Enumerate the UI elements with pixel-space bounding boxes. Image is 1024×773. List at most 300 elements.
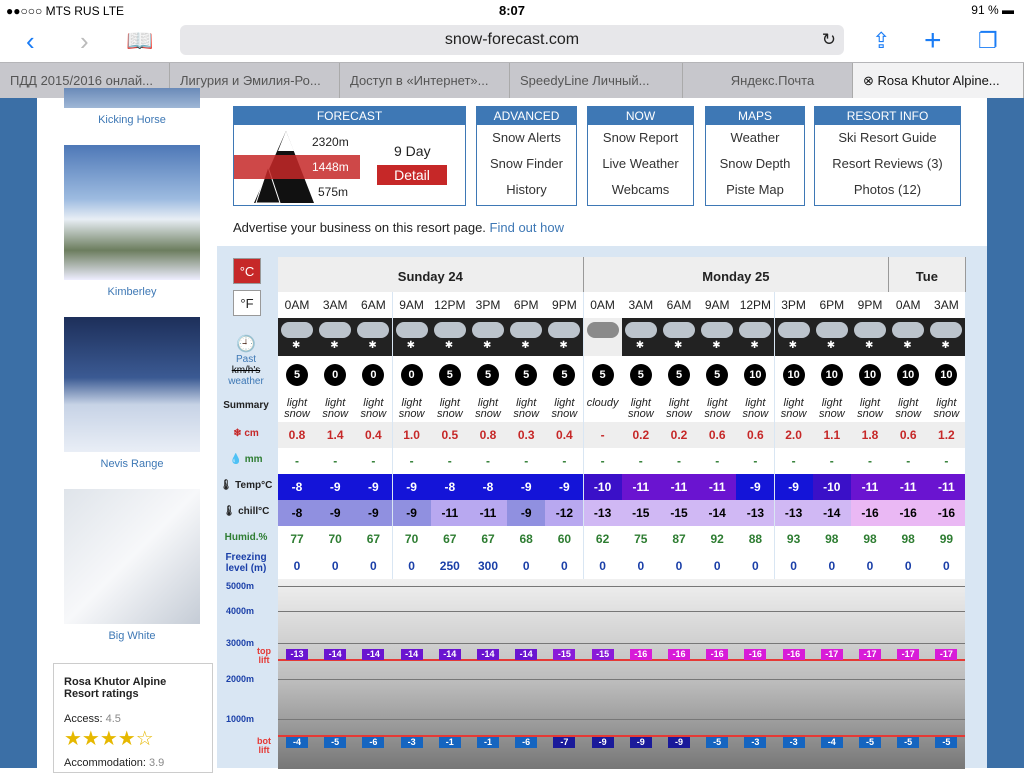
rain-cell: - xyxy=(431,448,469,474)
temp-cell: -11 xyxy=(698,474,736,500)
bottom-lift-temp: -5 xyxy=(324,737,346,748)
summary-cell: light snow xyxy=(698,394,736,422)
menu-forecast-title: FORECAST xyxy=(234,107,465,125)
wind-cell xyxy=(622,356,660,394)
freezing-cell: 0 xyxy=(927,552,965,580)
star-rating: ★★★★☆ xyxy=(64,728,154,750)
clock-icon: 🕘 xyxy=(236,336,256,353)
humidity-cell: 70 xyxy=(316,526,354,552)
browser-toolbar xyxy=(0,22,1024,62)
time-header: 9AM xyxy=(393,292,431,318)
resort-name[interactable]: Big White xyxy=(108,630,156,642)
freezing-cell: 0 xyxy=(736,552,774,580)
elev-top[interactable]: 2320m xyxy=(312,135,349,149)
snowflake-icon: ✱ xyxy=(750,340,759,351)
wind-direction-icon: 5 xyxy=(515,364,537,386)
wind-cell xyxy=(507,356,545,394)
freezing-cell: 0 xyxy=(660,552,698,580)
chill-cell: -12 xyxy=(545,500,583,526)
access-value: 4.5 xyxy=(105,713,121,725)
temp-cell: -9 xyxy=(736,474,774,500)
weather-icon xyxy=(927,318,965,356)
time-header: 12PM xyxy=(736,292,774,318)
mountain-chart xyxy=(226,579,965,769)
weather-icon xyxy=(584,318,622,356)
snow-cloud-icon xyxy=(396,322,428,338)
snow-finder-link[interactable]: Snow Finder xyxy=(490,156,563,171)
temp-cell: -10 xyxy=(584,474,622,500)
menu-title: MAPS xyxy=(706,107,804,125)
snow-cloud-icon xyxy=(319,322,351,338)
resort-thumb[interactable] xyxy=(64,88,200,126)
altitude-label: 1000m xyxy=(226,714,255,724)
top-lift-temp: -14 xyxy=(439,649,461,660)
rain-cell: - xyxy=(775,448,813,474)
summary-cell: cloudy xyxy=(584,394,622,422)
weather-icon xyxy=(813,318,851,356)
chill-cell: -9 xyxy=(507,500,545,526)
time-header: 0AM xyxy=(889,292,927,318)
wind-cell xyxy=(927,356,965,394)
snow-cell: 0.6 xyxy=(889,422,927,448)
weather-icon xyxy=(775,318,813,356)
snow-cloud-icon xyxy=(854,322,886,338)
wind-direction-icon: 5 xyxy=(477,364,499,386)
browser-tab-active[interactable]: ⊗ Rosa Khutor Alpine... xyxy=(853,63,1024,98)
weather-icon xyxy=(354,318,392,356)
bottom-lift-temp: -5 xyxy=(897,737,919,748)
time-header: 3PM xyxy=(775,292,813,318)
top-lift-label: top lift xyxy=(257,646,271,665)
summary-cell: light snow xyxy=(813,394,851,422)
chill-cell: -15 xyxy=(622,500,660,526)
resort-thumb[interactable] xyxy=(64,317,200,470)
snowflake-icon: ✱ xyxy=(521,340,530,351)
time-header: 3AM xyxy=(316,292,354,318)
snow-cell: 1.2 xyxy=(927,422,965,448)
snow-report-link[interactable]: Snow Report xyxy=(602,130,679,145)
humidity-cell: 68 xyxy=(507,526,545,552)
freezing-cell: 0 xyxy=(851,552,889,580)
close-tab-icon[interactable]: ⊗ xyxy=(863,73,878,88)
humidity-cell: 88 xyxy=(736,526,774,552)
day-header: Sunday 24 xyxy=(278,257,584,292)
temp-cell: -11 xyxy=(660,474,698,500)
summary-cell: light snow xyxy=(889,394,927,422)
snowflake-icon: ✱ xyxy=(788,340,797,351)
resort-name[interactable]: Kicking Horse xyxy=(98,114,166,126)
weather-icon xyxy=(507,318,545,356)
rain-cell: - xyxy=(545,448,583,474)
top-lift-temp: -15 xyxy=(553,649,575,660)
browser-tab[interactable]: Доступ в «Интернет»... xyxy=(340,63,510,98)
wind-cell xyxy=(545,356,583,394)
rain-cell: - xyxy=(316,448,354,474)
wind-direction-icon: 10 xyxy=(859,364,881,386)
webcams-link[interactable]: Webcams xyxy=(611,182,670,197)
menu-maps xyxy=(705,106,805,206)
day-header: Tue xyxy=(889,257,965,292)
time-header: 12PM xyxy=(431,292,469,318)
bottom-lift-temp: -5 xyxy=(706,737,728,748)
snowflake-icon: ✱ xyxy=(444,340,454,351)
snow-depth-link[interactable]: Snow Depth xyxy=(719,156,791,171)
time-header: 3PM xyxy=(469,292,507,318)
snow-cell: 0.2 xyxy=(660,422,698,448)
snow-cell: 0.6 xyxy=(698,422,736,448)
chill-cell: -16 xyxy=(851,500,889,526)
bottom-lift-temp: -1 xyxy=(439,737,461,748)
bottom-lift-temp: -6 xyxy=(515,737,537,748)
weather-icon xyxy=(851,318,889,356)
wind-direction-icon: 5 xyxy=(592,364,614,386)
temp-cell: -8 xyxy=(431,474,469,500)
chill-cell: -16 xyxy=(927,500,965,526)
bottom-lift-temp: -4 xyxy=(821,737,843,748)
wind-direction-icon: 10 xyxy=(897,364,919,386)
resort-thumb[interactable] xyxy=(64,145,200,298)
summary-cell: light snow xyxy=(507,394,545,422)
menu-title: ADVANCED xyxy=(477,107,576,125)
rain-cell: - xyxy=(698,448,736,474)
rain-cell: - xyxy=(927,448,965,474)
humidity-label: Humid.% xyxy=(224,532,268,543)
bottom-lift-temp: -3 xyxy=(401,737,423,748)
chill-label: 🌡 chill°C xyxy=(222,506,270,517)
snow-cloud-icon xyxy=(548,322,580,338)
snow-cell: 1.8 xyxy=(851,422,889,448)
bottom-lift-temp: -1 xyxy=(477,737,499,748)
rain-mm-label: 💧 mm xyxy=(229,454,263,465)
temp-cell: -9 xyxy=(316,474,354,500)
summary-cell: light snow xyxy=(354,394,392,422)
wind-direction-icon: 10 xyxy=(821,364,843,386)
wind-cell xyxy=(889,356,927,394)
back-icon[interactable]: ‹ xyxy=(26,26,35,56)
temp-cell: -11 xyxy=(851,474,889,500)
temp-cell: -11 xyxy=(889,474,927,500)
celsius-button[interactable]: °C xyxy=(233,258,261,284)
ad-line xyxy=(233,220,564,235)
wind-cell xyxy=(813,356,851,394)
bottom-lift-temp: -3 xyxy=(783,737,805,748)
clock: 8:07 xyxy=(498,3,526,18)
weather-icon xyxy=(393,318,431,356)
bottom-lift-temp: -9 xyxy=(630,737,652,748)
rain-cell: - xyxy=(851,448,889,474)
snowflake-icon: ✱ xyxy=(826,340,836,351)
top-lift-temp: -16 xyxy=(630,649,652,660)
bottom-lift-temp: -9 xyxy=(592,737,614,748)
elev-bot[interactable]: 575m xyxy=(318,185,349,199)
freezing-cell: 0 xyxy=(354,552,392,580)
snowflake-icon: ✱ xyxy=(712,340,721,351)
history-link[interactable]: History xyxy=(506,182,547,197)
address-bar[interactable] xyxy=(180,25,844,55)
snow-cloud-icon xyxy=(663,322,695,338)
snow-cloud-icon xyxy=(739,322,771,338)
ratings-title: Rosa Khutor Alpine Resort ratings xyxy=(64,676,167,700)
time-header: 6AM xyxy=(354,292,392,318)
bookmarks-icon[interactable]: 📖 xyxy=(126,28,154,53)
rain-cell: - xyxy=(622,448,660,474)
freezing-cell: 0 xyxy=(698,552,736,580)
snow-cell: 0.6 xyxy=(736,422,774,448)
freezing-cell: 0 xyxy=(622,552,660,580)
freezing-cell: 0 xyxy=(813,552,851,580)
wind-cell xyxy=(851,356,889,394)
chill-cell: -8 xyxy=(278,500,316,526)
altitude-label: 5000m xyxy=(226,581,255,591)
top-lift-temp: -17 xyxy=(897,649,919,660)
humidity-cell: 67 xyxy=(469,526,507,552)
past-weather-link[interactable] xyxy=(217,334,275,387)
kmh-label: km/h's xyxy=(231,365,261,376)
summary-cell: light snow xyxy=(927,394,965,422)
weather-icon xyxy=(736,318,774,356)
snowflake-icon: ✱ xyxy=(559,340,568,351)
fahrenheit-button[interactable]: °F xyxy=(233,290,261,316)
time-header: 6AM xyxy=(660,292,698,318)
top-lift-temp: -16 xyxy=(706,649,728,660)
chill-cell: -9 xyxy=(316,500,354,526)
humidity-cell: 60 xyxy=(545,526,583,552)
wind-direction-icon: 0 xyxy=(401,364,423,386)
chill-cell: -11 xyxy=(431,500,469,526)
wind-cell xyxy=(584,356,622,394)
browser-tab[interactable]: SpeedyLine Личный... xyxy=(510,63,683,98)
weather-icon xyxy=(889,318,927,356)
summary-cell: light snow xyxy=(545,394,583,422)
wind-direction-icon: 5 xyxy=(668,364,690,386)
top-lift-temp: -14 xyxy=(401,649,423,660)
top-lift-temp: -16 xyxy=(783,649,805,660)
top-lift-temp: -14 xyxy=(362,649,384,660)
summary-label: Summary xyxy=(223,400,269,411)
freezing-label: Freezing level (m) xyxy=(225,552,267,574)
live-weather-link[interactable]: Live Weather xyxy=(602,156,679,171)
browser-tab[interactable]: ПДД 2015/2016 онлай... xyxy=(0,63,170,98)
snowflake-icon: ✱ xyxy=(865,340,874,351)
top-lift-temp: -17 xyxy=(935,649,957,660)
altitude-gridline xyxy=(278,586,965,587)
humidity-cell: 77 xyxy=(278,526,316,552)
snow-cloud-icon xyxy=(701,322,733,338)
time-header: 6PM xyxy=(813,292,851,318)
temp-label: 🌡 Temp°C xyxy=(219,480,273,491)
summary-cell: light snow xyxy=(660,394,698,422)
chill-cell: -11 xyxy=(469,500,507,526)
summary-cell: light snow xyxy=(316,394,354,422)
top-lift-temp: -13 xyxy=(286,649,308,660)
summary-cell: light snow xyxy=(622,394,660,422)
humidity-cell: 92 xyxy=(698,526,736,552)
weather-map-link[interactable]: Weather xyxy=(730,130,780,145)
altitude-label: 4000m xyxy=(226,606,255,616)
resort-name[interactable]: Kimberley xyxy=(107,286,157,298)
summary-cell: light snow xyxy=(431,394,469,422)
temp-cell: -11 xyxy=(927,474,965,500)
share-icon[interactable]: ⇪ xyxy=(872,28,891,53)
humidity-cell: 62 xyxy=(584,526,622,552)
tabs-icon[interactable]: ❐ xyxy=(978,28,998,53)
chill-cell: -14 xyxy=(813,500,851,526)
chill-cell: -15 xyxy=(660,500,698,526)
bottom-lift-temp: -4 xyxy=(286,737,308,748)
menu-title: NOW xyxy=(588,107,693,125)
weather-icon xyxy=(469,318,507,356)
resort-reviews-link[interactable]: Resort Reviews (3) xyxy=(832,156,943,171)
bottom-lift-temp: -9 xyxy=(668,737,690,748)
browser-tab[interactable]: Яндекс.Почта xyxy=(683,63,853,98)
humidity-cell: 98 xyxy=(851,526,889,552)
chill-cell: -13 xyxy=(584,500,622,526)
summary-cell: light snow xyxy=(469,394,507,422)
chill-cell: -9 xyxy=(354,500,392,526)
rain-cell: - xyxy=(469,448,507,474)
snowflake-icon: ✱ xyxy=(903,340,912,351)
resort-thumb[interactable] xyxy=(64,489,200,642)
top-lift-temp: -14 xyxy=(324,649,346,660)
accommodation-value: 3.9 xyxy=(149,757,165,769)
humidity-cell: 98 xyxy=(889,526,927,552)
altitude-gridline xyxy=(278,611,965,612)
snow-cell: 1.4 xyxy=(316,422,354,448)
humidity-cell: 93 xyxy=(775,526,813,552)
summary-cell: light snow xyxy=(278,394,316,422)
wind-cell xyxy=(736,356,774,394)
wind-cell xyxy=(354,356,392,394)
weather-icon xyxy=(698,318,736,356)
elev-mid[interactable]: 1448m xyxy=(312,160,349,174)
access-label: Access: xyxy=(64,713,103,725)
humidity-cell: 99 xyxy=(927,526,965,552)
wind-cell xyxy=(393,356,431,394)
wind-direction-icon: 5 xyxy=(553,364,575,386)
wind-cell xyxy=(316,356,354,394)
snowflake-icon: ✱ xyxy=(483,340,492,351)
top-lift-temp: -15 xyxy=(592,649,614,660)
time-header: 9PM xyxy=(545,292,583,318)
menu-forecast xyxy=(233,106,466,206)
temp-cell: -8 xyxy=(278,474,316,500)
snow-cloud-icon xyxy=(434,322,466,338)
snowflake-icon: ✱ xyxy=(330,340,339,351)
snow-cloud-icon xyxy=(816,322,848,338)
wind-direction-icon: 5 xyxy=(286,364,308,386)
weather-icon xyxy=(278,318,316,356)
snow-cloud-icon xyxy=(281,322,313,338)
reload-icon[interactable]: ↻ xyxy=(821,30,836,49)
wind-cell xyxy=(278,356,316,394)
status-bar xyxy=(0,0,1024,22)
browser-tab[interactable]: Лигурия и Эмилия-Ро... xyxy=(170,63,340,98)
snow-cell: 0.2 xyxy=(622,422,660,448)
piste-map-link[interactable]: Piste Map xyxy=(726,182,784,197)
summary-cell: light snow xyxy=(736,394,774,422)
rain-cell: - xyxy=(660,448,698,474)
snow-cell: 0.8 xyxy=(469,422,507,448)
snow-cell: 1.0 xyxy=(393,422,431,448)
freezing-cell: 300 xyxy=(469,552,507,580)
freezing-cell: 0 xyxy=(775,552,813,580)
temp-cell: -10 xyxy=(813,474,851,500)
weather-icon xyxy=(316,318,354,356)
top-lift-temp: -14 xyxy=(477,649,499,660)
freezing-cell: 0 xyxy=(393,552,431,580)
temp-cell: -9 xyxy=(775,474,813,500)
rain-cell: - xyxy=(507,448,545,474)
time-header: 6PM xyxy=(507,292,545,318)
resort-name[interactable]: Nevis Range xyxy=(100,458,164,470)
wind-direction-icon: 0 xyxy=(324,364,346,386)
temp-cell: -9 xyxy=(545,474,583,500)
humidity-cell: 70 xyxy=(393,526,431,552)
temp-cell: -9 xyxy=(507,474,545,500)
summary-cell: light snow xyxy=(851,394,889,422)
time-header: 9PM xyxy=(851,292,889,318)
snow-alerts-link[interactable]: Snow Alerts xyxy=(492,130,561,145)
snow-cell: 1.1 xyxy=(813,422,851,448)
snow-cell: - xyxy=(584,422,622,448)
bottom-lift-temp: -7 xyxy=(553,737,575,748)
snow-cell: 2.0 xyxy=(775,422,813,448)
detail-button[interactable]: Detail xyxy=(377,165,447,185)
snowflake-icon: ✱ xyxy=(674,340,683,351)
top-lift-temp: -17 xyxy=(859,649,881,660)
wind-direction-icon: 5 xyxy=(630,364,652,386)
weather-icon xyxy=(660,318,698,356)
snowflake-icon: ✱ xyxy=(406,340,415,351)
forecast-panel xyxy=(217,246,987,768)
time-header: 0AM xyxy=(278,292,316,318)
snowflake-icon: ✱ xyxy=(292,340,301,351)
wind-direction-icon: 10 xyxy=(744,364,766,386)
menu-resort-info xyxy=(814,106,961,206)
humidity-cell: 67 xyxy=(431,526,469,552)
snow-cloud-icon xyxy=(778,322,810,338)
page xyxy=(0,98,1024,768)
carrier: ●●○○○ MTS RUS LTE xyxy=(6,4,125,18)
wind-cell xyxy=(698,356,736,394)
ratings-box xyxy=(53,663,213,773)
wind-cell xyxy=(660,356,698,394)
wind-cell xyxy=(775,356,813,394)
freezing-cell: 0 xyxy=(278,552,316,580)
bottom-lift-temp: -5 xyxy=(935,737,957,748)
ski-resort-guide-link[interactable]: Ski Resort Guide xyxy=(838,130,937,145)
time-header: 0AM xyxy=(584,292,622,318)
ad-text: Advertise your business on this resort page. xyxy=(233,220,486,235)
freezing-cell: 0 xyxy=(889,552,927,580)
snow-cell: 0.4 xyxy=(354,422,392,448)
top-lift-temp: -16 xyxy=(668,649,690,660)
altitude-gridline xyxy=(278,643,965,644)
rain-cell: - xyxy=(278,448,316,474)
forward-icon[interactable]: › xyxy=(80,26,89,56)
snow-cloud-icon xyxy=(625,322,657,338)
freezing-cell: 250 xyxy=(431,552,469,580)
snow-cloud-icon xyxy=(892,322,924,338)
find-out-how-link[interactable]: Find out how xyxy=(489,220,564,235)
photos-link[interactable]: Photos (12) xyxy=(853,182,922,197)
freezing-cell: 0 xyxy=(316,552,354,580)
chill-cell: -14 xyxy=(698,500,736,526)
add-icon[interactable]: + xyxy=(924,24,942,57)
temp-cell: -8 xyxy=(469,474,507,500)
weather-icon xyxy=(545,318,583,356)
top-lift-temp: -17 xyxy=(821,649,843,660)
